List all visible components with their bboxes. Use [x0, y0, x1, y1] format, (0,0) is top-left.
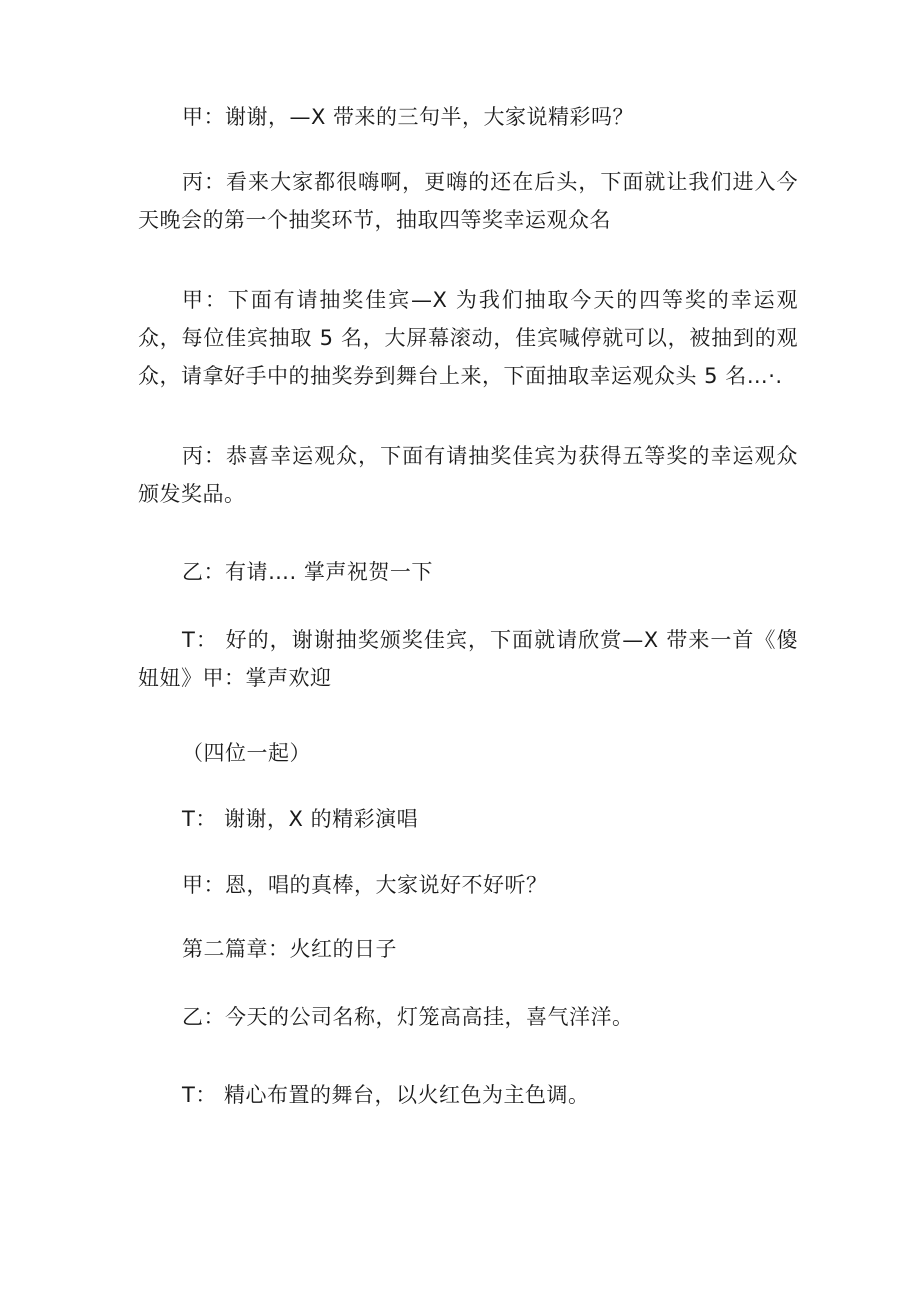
dialogue-line: 丙：看来大家都很嗨啊，更嗨的还在后头，下面就让我们进入今天晚会的第一个抽奖环节，抽取四等奖幸运观众名 [138, 170, 798, 232]
dialogue-line: 乙：有请…. 掌声祝贺一下 [182, 560, 433, 584]
dialogue-line: T： 谢谢，X 的精彩演唱 [182, 807, 419, 831]
dialogue-line: 乙：今天的公司名称，灯笼高高挂，喜气洋洋。 [182, 1005, 634, 1029]
chapter-heading: 第二篇章：火红的日子 [182, 937, 397, 961]
dialogue-line: 甲：恩，唱的真棒，大家说好不好听？ [182, 873, 548, 897]
dialogue-line: 甲：谢谢，—X 带来的三句半，大家说精彩吗？ [182, 105, 635, 129]
stage-direction: （四位一起） [182, 741, 311, 765]
dialogue-line: T： 好的，谢谢抽奖颁奖佳宾，下面就请欣赏—X 带来一首《傻妞妞》甲：掌声欢迎 [138, 628, 798, 690]
dialogue-line: 丙：恭喜幸运观众，下面有请抽奖佳宾为获得五等奖的幸运观众颁发奖品。 [138, 444, 798, 506]
dialogue-line: T： 精心布置的舞台，以火红色为主色调。 [182, 1083, 590, 1107]
dialogue-line: 甲：下面有请抽奖佳宾—X 为我们抽取今天的四等奖的幸运观众，每位佳宾抽取 5 名，大屏幕滚动，佳宾喊停就可以，被抽到的观众，请拿好手中的抽奖券到舞台上来，下面抽取幸运观众头 5 名…·. [138, 288, 798, 388]
